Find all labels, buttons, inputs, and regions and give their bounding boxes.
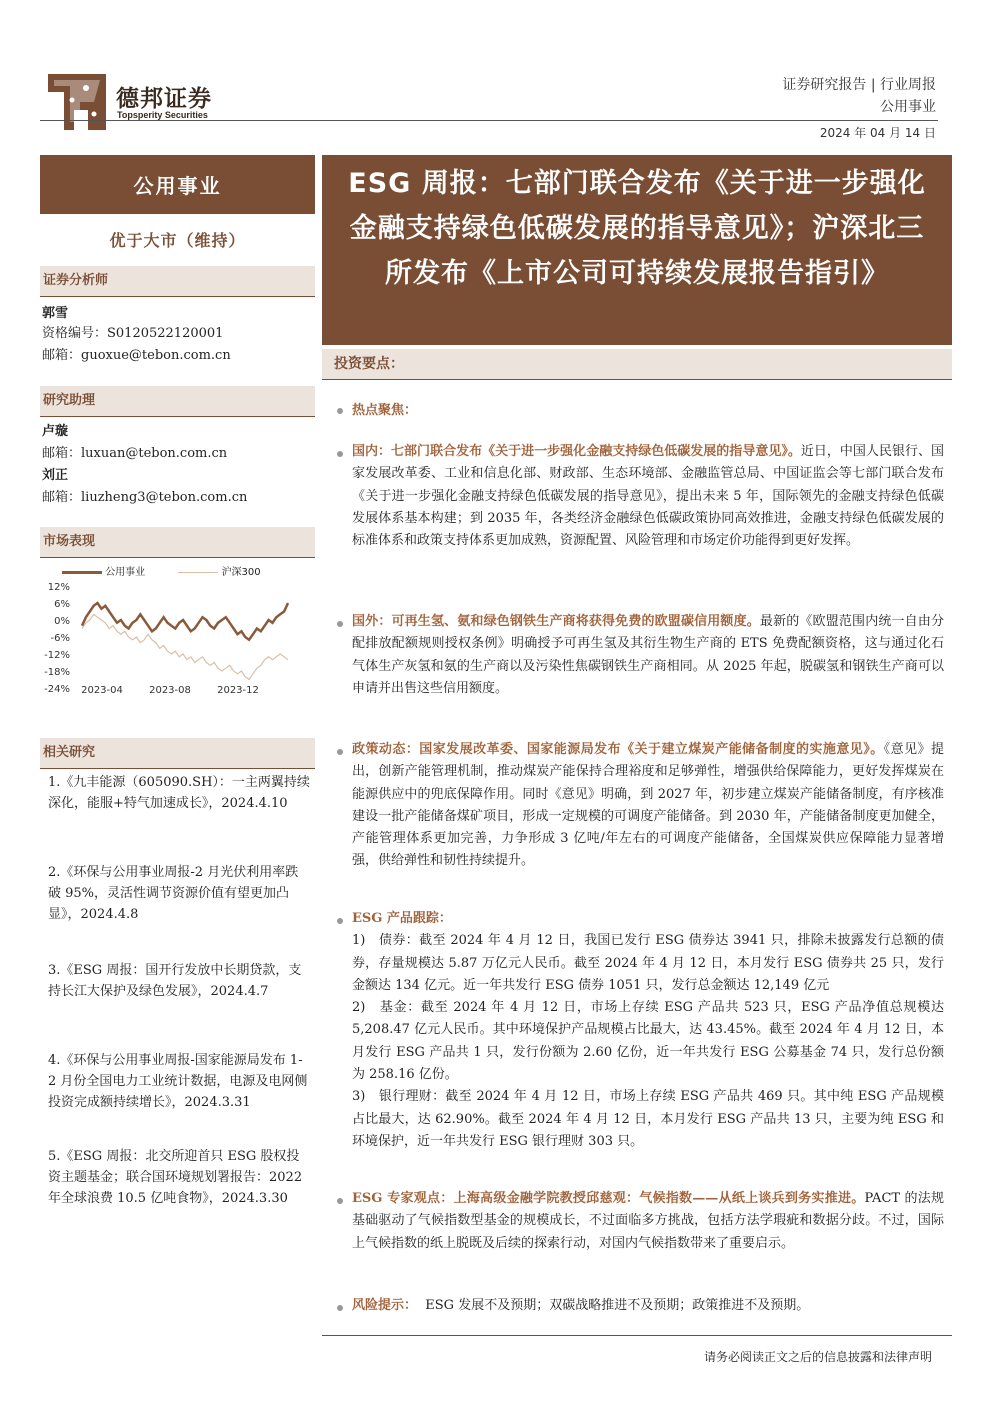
brand-name-en: Topsperity Securities — [117, 110, 208, 120]
footer-disclaimer: 请务必阅读正文之后的信息披露和法律声明 — [703, 1350, 932, 1364]
section-divider — [40, 296, 315, 297]
esg-bonds: 1) 债券：截至 2024 年 4 月 12 日，我国已发行 ESG 债券达 3941 只，排除未披露发行总额的债券，存量规模达 5.87 万亿元人民币。截至 2024 年 4 月 12 日，本月发行 ESG 债券共 25 只，发行金额达 134 亿元。近一年共发行 ESG 债券 1051 只，发行总金额达 12,149 亿元 — [352, 933, 944, 993]
x-tick-label: 2023-04 — [81, 685, 123, 696]
section-divider — [40, 768, 315, 769]
footer-divider — [322, 1335, 952, 1336]
section-divider — [322, 379, 952, 380]
bullet — [337, 408, 343, 414]
series-line-utilities — [82, 603, 288, 640]
bullet — [337, 749, 343, 755]
bullet — [337, 918, 343, 924]
risk-heading: 风险提示： — [352, 1298, 418, 1313]
section-divider — [40, 557, 315, 558]
y-tick-label: 0% — [54, 616, 70, 627]
report-title: ESG 周报：七部门联合发布《关于进一步强化金融支持绿色低碳发展的指导意见》；沪深北三所发布《上市公司可持续发展报告指引》 — [322, 155, 952, 345]
paragraph-policy — [352, 739, 944, 873]
analyst-email: 邮箱：guoxue@tebon.com.cn — [42, 348, 231, 363]
bullet — [337, 621, 343, 627]
report-type: 证券研究报告 | 行业周报 — [782, 77, 936, 93]
legend-swatch-hs300 — [178, 572, 218, 573]
y-tick-label: -18% — [44, 667, 70, 678]
related-report-4[interactable]: 4.《环保与公用事业周报-国家能源局发布 1-2 月份全国电力工业统计数据，电源及电网侧投资完成额持续增长》，2024.3.31 — [48, 1053, 308, 1110]
chart-legend — [62, 563, 261, 578]
market-section-title: 市场表现 — [40, 527, 315, 557]
market-performance-chart — [40, 578, 300, 696]
section-divider — [40, 416, 315, 417]
paragraph-esg-products — [352, 908, 944, 1153]
bullet — [337, 1305, 343, 1311]
related-report-5[interactable]: 5.《ESG 周报：北交所迎首只 ESG 股权投资主题基金；联合国环境规划署报告：2022 年全球浪费 10.5 亿吨食物》，2024.3.30 — [48, 1149, 303, 1206]
assistant1-name: 卢璇 — [42, 424, 69, 439]
analyst-section-title: 证券分析师 — [40, 266, 315, 296]
header-industry: 公用事业 — [880, 99, 936, 115]
analyst-name: 郭雪 — [42, 306, 69, 321]
x-tick-label: 2023-08 — [149, 685, 191, 696]
legend-swatch-utilities — [62, 571, 102, 574]
related-report-3[interactable]: 3.《ESG 周报：国开行发放中长期贷款，支持长江大保护及绿色发展》，2024.4.7 — [48, 963, 302, 999]
policy-heading: 政策动态：国家发展改革委、国家能源局发布《关于建立煤炭产能储备制度的实施意见》。 — [352, 742, 884, 757]
paragraph-risk — [352, 1295, 944, 1317]
y-tick-label: 6% — [54, 599, 70, 610]
y-tick-label: 12% — [47, 582, 70, 593]
policy-body: 《意见》提出，创新产能管理机制，推动煤炭产能保持合理裕度和足够弹性，增强供给保障能力，更好发挥煤炭在能源供应中的兜底保障作用。同时《意见》明确，到 2027 年，初步建立煤炭产能储备制度，有序核准建设一批产能储备煤矿项目，形成一定规模的可调度产能储备。到 2030 年，产能储备制度更加健全，产能管理体系更加完善，力争形成 3 亿吨/年左右的可调度产能储备，全国煤炭供应保障能力显著增强，供给弹性和韧性持续提升。 — [352, 742, 944, 869]
overseas-heading: 国外：可再生氢、氨和绿色钢铁生产商将获得免费的欧盟碳信用额度。 — [352, 614, 760, 629]
assistant2-email: 邮箱：liuzheng3@tebon.com.cn — [42, 490, 248, 505]
related-section-title: 相关研究 — [40, 738, 315, 768]
esg-products-heading: ESG 产品跟踪： — [352, 911, 452, 926]
expert-body: PACT 的法规基础驱动了气候指数型基金的规模成长，不过面临多方挑战，包括方法学瑕疵和数据分歧。不过，国际上气候指数的纸上脱既及后续的探索行动，对国内气候指数带来了重要启示。 — [352, 1191, 944, 1251]
bullet — [337, 1198, 343, 1204]
related-report-1[interactable]: 1.《九丰能源（605090.SH）：一主两翼持续深化，能服+特气加速成长》，2024.4.10 — [48, 775, 310, 811]
paragraph-overseas — [352, 611, 944, 700]
brand-name-cn: 德邦证券 — [116, 86, 212, 112]
expert-heading: ESG 专家观点：上海高级金融学院教授邱慈观：气候指数——从纸上谈兵到务实推进。 — [352, 1191, 865, 1206]
hot-topics-heading: 热点聚焦： — [352, 403, 418, 418]
overseas-body: 最新的《欧盟范围内统一自由分配排放配额规则授权条例》明确授予可再生氢及其衍生物生产商的 ETS 免费配额资格，这与通过化石气体生产灰氢和氨的生产商以及污染性焦碳钢铁生产商相同。从 2025 年起，脱碳氢和钢铁生产商可以申请并出售这些信用额度。 — [352, 614, 944, 696]
tebon-logo — [44, 70, 110, 136]
invest-points-label: 投资要点： — [322, 349, 952, 379]
assistant1-email: 邮箱：luxuan@tebon.com.cn — [42, 446, 228, 461]
related-report-2[interactable]: 2.《环保与公用事业周报-2 月光伏利用率跌破 95%，灵活性调节资源价值有望更加凸显》，2024.4.8 — [48, 865, 299, 922]
esg-funds: 2) 基金：截至 2024 年 4 月 12 日，市场上存续 ESG 产品共 523 只，ESG 产品净值总规模达 5,208.47 亿元人民币。其中环境保护产品规模占比最大，达 43.45%。截至 2024 年 4 月 12 日，本月发行 ESG 产品共 1 只，发行份额为 2.60 亿份，近一年共发行 ESG 公募基金 74 只，发行总份额为 258.16 亿份。 — [352, 1000, 944, 1083]
x-tick-label: 2023-12 — [217, 685, 259, 696]
hot-topics-label — [352, 400, 944, 422]
legend-label-hs300: 沪深300 — [221, 567, 261, 578]
assistant2-name: 刘正 — [42, 468, 69, 483]
header-divider — [40, 120, 938, 121]
rating: 优于大市（维持） — [109, 231, 246, 250]
y-tick-label: -24% — [44, 684, 70, 695]
y-tick-label: -6% — [50, 633, 70, 644]
esg-bank-wealth: 3) 银行理财：截至 2024 年 4 月 12 日，市场上存续 ESG 产品共 469 只。其中纯 ESG 产品规模占比最大，达 62.90%。截至 2024 年 4 月 12 日，本月发行 ESG 产品共 13 只，主要为纯 ESG 和环境保护，近一年共发行 ESG 银行理财 303 只。 — [352, 1089, 944, 1149]
risk-body: ESG 发展不及预期；双碳战略推进不及预期；政策推进不及预期。 — [425, 1298, 810, 1313]
domestic-body: 近日，中国人民银行、国家发展改革委、工业和信息化部、财政部、生态环境部、金融监管总局、中国证监会等七部门联合发布《关于进一步强化金融支持绿色低碳发展的指导意见》，提出未来 5 年，国际领先的金融支持绿色低碳发展体系基本构建；到 2035 年，各类经济金融绿色低碳政策协同高效推进，金融支持绿色低碳发展的标准体系和政策支持体系更加成熟，资源配置、风险管理和市场定价功能得到更好发挥。 — [352, 444, 944, 549]
domestic-heading: 国内：七部门联合发布《关于进一步强化金融支持绿色低碳发展的指导意见》。 — [352, 444, 801, 459]
sector-box: 公用事业 — [40, 155, 315, 214]
paragraph-domestic — [352, 441, 944, 552]
legend-label-utilities: 公用事业 — [105, 567, 146, 578]
bullet — [337, 451, 343, 457]
paragraph-expert — [352, 1188, 944, 1255]
y-tick-label: -12% — [44, 650, 70, 661]
analyst-cert: 资格编号：S0120522120001 — [42, 326, 224, 341]
assistant-section-title: 研究助理 — [40, 386, 315, 416]
report-date: 2024 年 04 月 14 日 — [819, 126, 936, 140]
